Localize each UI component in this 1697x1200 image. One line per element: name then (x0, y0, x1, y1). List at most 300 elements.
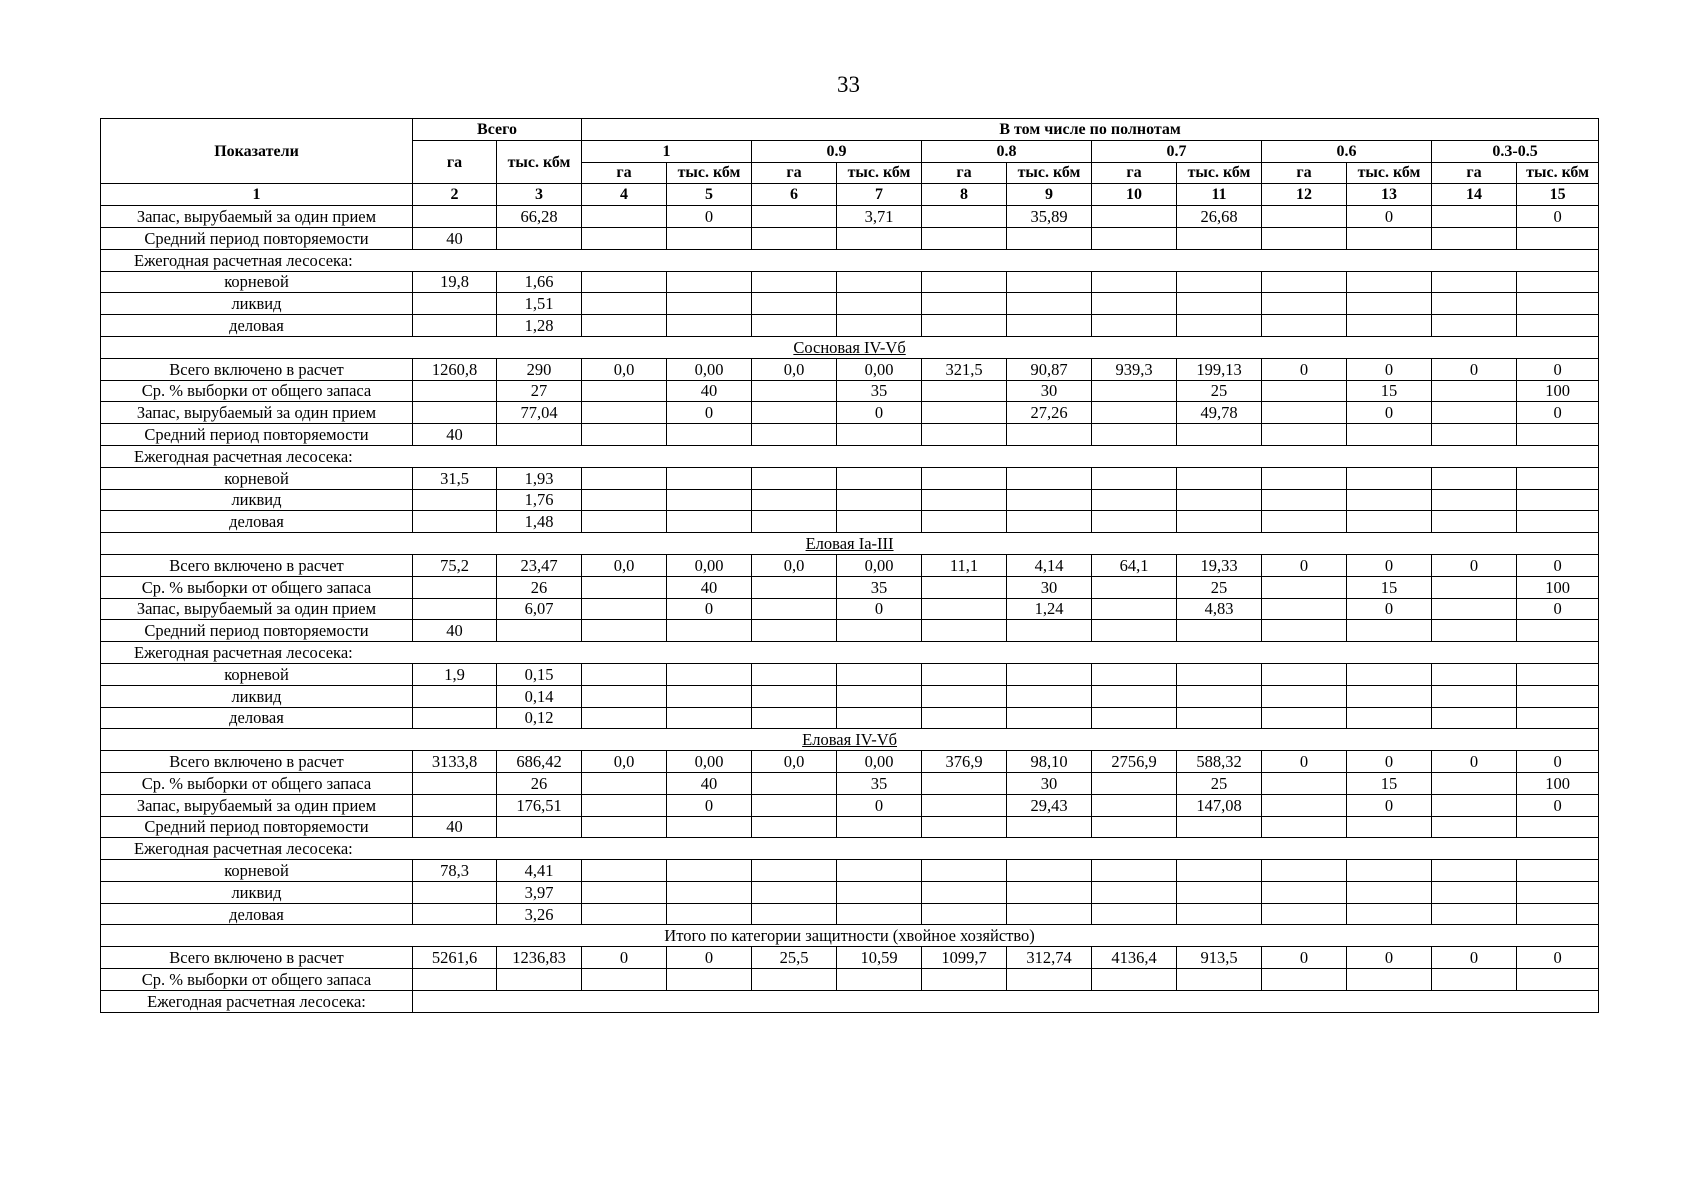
row-label: ликвид (101, 685, 413, 707)
row-label: Ср. % выборки от общего запаса (101, 380, 413, 402)
table-cell (1432, 860, 1517, 882)
column-number: 5 (667, 184, 752, 206)
table-cell: 0 (1347, 751, 1432, 773)
table-cell (582, 598, 667, 620)
table-cell (752, 315, 837, 337)
table-cell (1007, 315, 1092, 337)
table-cell (1177, 881, 1262, 903)
table-cell (752, 424, 837, 446)
table-cell (1007, 511, 1092, 533)
table-cell (667, 315, 752, 337)
table-cell (1432, 881, 1517, 903)
table-cell (1177, 860, 1262, 882)
table-cell (922, 707, 1007, 729)
table-cell: 29,43 (1007, 794, 1092, 816)
section-row (101, 533, 1599, 555)
section-title: Еловая Ia-III (101, 533, 1599, 555)
table-cell (582, 380, 667, 402)
table-cell: 1,28 (497, 315, 582, 337)
table-cell: 26,68 (1177, 206, 1262, 228)
table-row (101, 467, 1599, 489)
row-label: деловая (101, 707, 413, 729)
table-cell (1347, 467, 1432, 489)
table-cell (1092, 685, 1177, 707)
table-cell: 588,32 (1177, 751, 1262, 773)
table-cell (922, 489, 1007, 511)
table-row (101, 271, 1599, 293)
table-cell (413, 598, 497, 620)
table-cell (1092, 467, 1177, 489)
table-cell (667, 511, 752, 533)
table-cell: 30 (1007, 772, 1092, 794)
table-cell (752, 860, 837, 882)
table-cell (922, 969, 1007, 991)
table-cell (1262, 380, 1347, 402)
table-cell (1517, 315, 1599, 337)
table-cell: 290 (497, 358, 582, 380)
table-cell (1347, 620, 1432, 642)
column-number: 2 (413, 184, 497, 206)
table-cell: 100 (1517, 380, 1599, 402)
table-cell (1177, 685, 1262, 707)
table-cell (1262, 598, 1347, 620)
table-cell: 0 (1262, 358, 1347, 380)
table-cell (1517, 467, 1599, 489)
table-cell (413, 707, 497, 729)
table-cell (413, 772, 497, 794)
table-cell: 19,33 (1177, 554, 1262, 576)
table-cell (837, 881, 922, 903)
table-cell: 90,87 (1007, 358, 1092, 380)
table-row (101, 380, 1599, 402)
header-unit-ha: га (922, 162, 1007, 184)
table-cell (1177, 511, 1262, 533)
table-cell: 0 (1517, 794, 1599, 816)
table-cell: 40 (667, 772, 752, 794)
header-unit-vol: тыс. кбм (1007, 162, 1092, 184)
table-cell: 0 (1347, 554, 1432, 576)
table-cell: 0 (837, 402, 922, 424)
section-title: Сосновая IV-Vб (101, 336, 1599, 358)
table-cell: 3,97 (497, 881, 582, 903)
table-cell: 0 (1517, 751, 1599, 773)
table-cell (1262, 511, 1347, 533)
table-cell (497, 620, 582, 642)
table-cell (1092, 271, 1177, 293)
table-cell (1262, 816, 1347, 838)
table-cell (752, 511, 837, 533)
table-cell (1347, 663, 1432, 685)
table-cell (837, 969, 922, 991)
table-cell: 0 (1347, 358, 1432, 380)
row-label: ликвид (101, 293, 413, 315)
table-cell: 78,3 (413, 860, 497, 882)
table-cell (922, 663, 1007, 685)
table-cell: 0 (1517, 206, 1599, 228)
table-row (101, 315, 1599, 337)
table-cell: 64,1 (1092, 554, 1177, 576)
table-cell: 10,59 (837, 947, 922, 969)
table-cell (413, 380, 497, 402)
table-cell (1347, 511, 1432, 533)
header-density-0.7: 0.7 (1092, 140, 1262, 162)
table-cell (1262, 424, 1347, 446)
table-cell (837, 903, 922, 925)
table-cell (1262, 881, 1347, 903)
table-cell: 1,93 (497, 467, 582, 489)
table-row (101, 881, 1599, 903)
table-row (101, 554, 1599, 576)
table-cell: 26 (497, 772, 582, 794)
table-cell (1347, 816, 1432, 838)
table-row (101, 685, 1599, 707)
table-cell (582, 794, 667, 816)
table-cell (1517, 424, 1599, 446)
page-number: 33 (837, 72, 860, 97)
table-cell (752, 707, 837, 729)
table-cell (1007, 903, 1092, 925)
table-cell: 19,8 (413, 271, 497, 293)
table-cell (413, 402, 497, 424)
table-cell (1347, 685, 1432, 707)
table-cell: 0 (1347, 794, 1432, 816)
table-cell (582, 489, 667, 511)
table-cell (667, 881, 752, 903)
table-cell: 0 (667, 947, 752, 969)
table-cell: 0 (1262, 751, 1347, 773)
table-cell (1432, 598, 1517, 620)
table-cell (1092, 380, 1177, 402)
table-cell (752, 206, 837, 228)
table-cell (1262, 315, 1347, 337)
table-cell: 25 (1177, 772, 1262, 794)
table-cell (413, 685, 497, 707)
table-cell (497, 969, 582, 991)
table-cell (922, 424, 1007, 446)
table-cell (1517, 620, 1599, 642)
table-cell (1092, 489, 1177, 511)
table-cell: 100 (1517, 772, 1599, 794)
table-cell: 1236,83 (497, 947, 582, 969)
table-cell: 40 (413, 620, 497, 642)
table-cell (1092, 707, 1177, 729)
table-cell: 376,9 (922, 751, 1007, 773)
table-cell: 30 (1007, 576, 1092, 598)
table-cell: 1,66 (497, 271, 582, 293)
table-cell (1007, 707, 1092, 729)
table-cell: 0 (1432, 358, 1517, 380)
table-cell: 0 (837, 598, 922, 620)
table-cell: 0,12 (497, 707, 582, 729)
table-cell (1177, 424, 1262, 446)
header-unit-ha: га (1092, 162, 1177, 184)
table-cell (497, 227, 582, 249)
table-cell (922, 227, 1007, 249)
table-cell (1432, 489, 1517, 511)
table-cell: 0 (667, 206, 752, 228)
table-cell: 0,00 (667, 554, 752, 576)
row-label: Всего включено в расчет (101, 751, 413, 773)
table-cell (837, 271, 922, 293)
header-unit-vol: тыс. кбм (1347, 162, 1432, 184)
table-row (101, 227, 1599, 249)
table-cell (752, 467, 837, 489)
table-cell (1517, 685, 1599, 707)
table-row (101, 511, 1599, 533)
table-cell (1177, 903, 1262, 925)
table-row (101, 576, 1599, 598)
table-cell (582, 424, 667, 446)
table-cell (667, 685, 752, 707)
table-cell: 11,1 (922, 554, 1007, 576)
table-cell: 0,0 (582, 554, 667, 576)
column-number: 4 (582, 184, 667, 206)
table-cell: 0,0 (582, 358, 667, 380)
table-cell (922, 860, 1007, 882)
table-header (101, 119, 1599, 206)
table-cell (582, 227, 667, 249)
table-cell (1177, 620, 1262, 642)
header-unit-ha: га (1262, 162, 1347, 184)
table-cell: 1260,8 (413, 358, 497, 380)
header-unit-vol: тыс. кбм (1517, 162, 1599, 184)
table-cell (1432, 772, 1517, 794)
table-cell (1007, 881, 1092, 903)
table-cell (413, 293, 497, 315)
table-cell (1262, 685, 1347, 707)
table-cell (1092, 227, 1177, 249)
header-unit-vol: тыс. кбм (1177, 162, 1262, 184)
table-cell: 1099,7 (922, 947, 1007, 969)
table-cell: 939,3 (1092, 358, 1177, 380)
header-density-0.6: 0.6 (1262, 140, 1432, 162)
table-row (101, 424, 1599, 446)
table-cell (752, 685, 837, 707)
table-cell (413, 969, 497, 991)
table-row (101, 903, 1599, 925)
table-cell: 35,89 (1007, 206, 1092, 228)
row-label: Средний период повторяемости (101, 620, 413, 642)
table-cell (582, 402, 667, 424)
table-cell (1007, 969, 1092, 991)
row-label: Всего включено в расчет (101, 554, 413, 576)
table-cell (1517, 881, 1599, 903)
table-cell (1092, 620, 1177, 642)
table-cell (1432, 576, 1517, 598)
table-cell (1347, 227, 1432, 249)
table-cell (837, 293, 922, 315)
table-cell: 0 (1347, 947, 1432, 969)
column-number: 3 (497, 184, 582, 206)
table-cell: 0 (1517, 554, 1599, 576)
table-cell: 0 (1517, 947, 1599, 969)
table-cell (1177, 816, 1262, 838)
table-cell: 0,00 (667, 358, 752, 380)
table-cell (1432, 816, 1517, 838)
table-cell (413, 489, 497, 511)
table-cell (837, 620, 922, 642)
table-cell (752, 881, 837, 903)
header-density-0.8: 0.8 (922, 140, 1092, 162)
table-cell (1007, 816, 1092, 838)
table-cell (922, 206, 1007, 228)
section-row (101, 336, 1599, 358)
table-cell: 40 (667, 380, 752, 402)
table-cell (752, 380, 837, 402)
table-cell: 913,5 (1177, 947, 1262, 969)
table-cell (1432, 271, 1517, 293)
table-cell (1262, 772, 1347, 794)
table-row (101, 489, 1599, 511)
table-cell: 27 (497, 380, 582, 402)
row-label: Ежегодная расчетная лесосека: (101, 445, 1599, 467)
table-cell (922, 620, 1007, 642)
table-cell: 0 (1347, 598, 1432, 620)
table-row (101, 358, 1599, 380)
table-cell (1432, 511, 1517, 533)
column-number: 6 (752, 184, 837, 206)
table-cell (922, 794, 1007, 816)
table-cell: 15 (1347, 380, 1432, 402)
table-cell: 0,14 (497, 685, 582, 707)
row-label: Ежегодная расчетная лесосека: (101, 249, 1599, 271)
table-row (101, 206, 1599, 228)
row-label: Ежегодная расчетная лесосека: (101, 838, 1599, 860)
table-cell (1347, 860, 1432, 882)
table-cell (1517, 663, 1599, 685)
table-cell (413, 511, 497, 533)
row-label: Запас, вырубаемый за один прием (101, 206, 413, 228)
table-cell: 25 (1177, 380, 1262, 402)
table-cell (582, 816, 667, 838)
table-cell (1092, 402, 1177, 424)
table-row (101, 598, 1599, 620)
table-cell (752, 620, 837, 642)
table-cell: 26 (497, 576, 582, 598)
column-number: 8 (922, 184, 1007, 206)
table-cell (752, 598, 837, 620)
table-cell (1092, 860, 1177, 882)
table-cell: 40 (667, 576, 752, 598)
table-cell: 35 (837, 576, 922, 598)
table-cell (582, 685, 667, 707)
table-cell (922, 816, 1007, 838)
table-cell (1432, 620, 1517, 642)
table-cell: 0,0 (582, 751, 667, 773)
table-cell (1517, 707, 1599, 729)
table-cell: 3,26 (497, 903, 582, 925)
header-density-0.9: 0.9 (752, 140, 922, 162)
table-row (101, 620, 1599, 642)
table-cell: 321,5 (922, 358, 1007, 380)
table-cell: 25 (1177, 576, 1262, 598)
table-cell (667, 467, 752, 489)
table-cell (1262, 467, 1347, 489)
table-cell (582, 860, 667, 882)
table-cell (1432, 206, 1517, 228)
table-cell (1347, 293, 1432, 315)
table-cell: 0 (667, 598, 752, 620)
table-cell (1432, 685, 1517, 707)
table-cell (1007, 860, 1092, 882)
forest-cutting-table (100, 118, 1599, 1013)
table-cell (1092, 424, 1177, 446)
table-cell: 0 (1347, 402, 1432, 424)
table-cell: 0 (1517, 402, 1599, 424)
table-cell: 147,08 (1177, 794, 1262, 816)
table-cell (1092, 315, 1177, 337)
table-cell (1262, 903, 1347, 925)
table-cell (1007, 227, 1092, 249)
row-label: корневой (101, 271, 413, 293)
table-cell (413, 903, 497, 925)
table-cell (1432, 293, 1517, 315)
table-cell (1262, 663, 1347, 685)
table-cell: 1,51 (497, 293, 582, 315)
table-cell: 6,07 (497, 598, 582, 620)
table-cell (667, 860, 752, 882)
table-cell: 0 (837, 794, 922, 816)
table-cell (1517, 969, 1599, 991)
row-label: корневой (101, 860, 413, 882)
table-cell: 0 (1262, 947, 1347, 969)
table-cell: 4,14 (1007, 554, 1092, 576)
section-title: Еловая IV-Vб (101, 729, 1599, 751)
table-cell (413, 576, 497, 598)
table-cell: 4,83 (1177, 598, 1262, 620)
table-cell: 0 (1432, 554, 1517, 576)
header-unit-ha: га (582, 162, 667, 184)
table-cell: 0 (667, 794, 752, 816)
table-cell (922, 271, 1007, 293)
table-cell (1177, 467, 1262, 489)
table-cell (413, 315, 497, 337)
table-cell (837, 489, 922, 511)
header-density-0.3-0.5: 0.3-0.5 (1432, 140, 1599, 162)
table-row (101, 947, 1599, 969)
table-cell: 0 (1347, 206, 1432, 228)
table-cell (1432, 227, 1517, 249)
table-cell (667, 620, 752, 642)
table-cell (1432, 903, 1517, 925)
table-cell (1092, 969, 1177, 991)
table-cell: 0 (1517, 358, 1599, 380)
table-cell: 686,42 (497, 751, 582, 773)
row-label: деловая (101, 903, 413, 925)
table-row (101, 751, 1599, 773)
column-number: 10 (1092, 184, 1177, 206)
table-cell (1092, 903, 1177, 925)
table-cell: 199,13 (1177, 358, 1262, 380)
table-cell (1517, 271, 1599, 293)
table-row (101, 816, 1599, 838)
table-cell (1007, 685, 1092, 707)
column-number: 7 (837, 184, 922, 206)
table-cell (1432, 467, 1517, 489)
table-row (101, 293, 1599, 315)
table-cell (922, 881, 1007, 903)
table-cell (1517, 227, 1599, 249)
table-cell: 0,0 (752, 751, 837, 773)
column-number: 1 (101, 184, 413, 206)
table-cell (667, 227, 752, 249)
table-cell: 0,00 (837, 751, 922, 773)
table-row (101, 794, 1599, 816)
table-cell (752, 816, 837, 838)
table-cell (1177, 969, 1262, 991)
table-cell: 0 (1432, 947, 1517, 969)
subheader-row (101, 838, 1599, 860)
